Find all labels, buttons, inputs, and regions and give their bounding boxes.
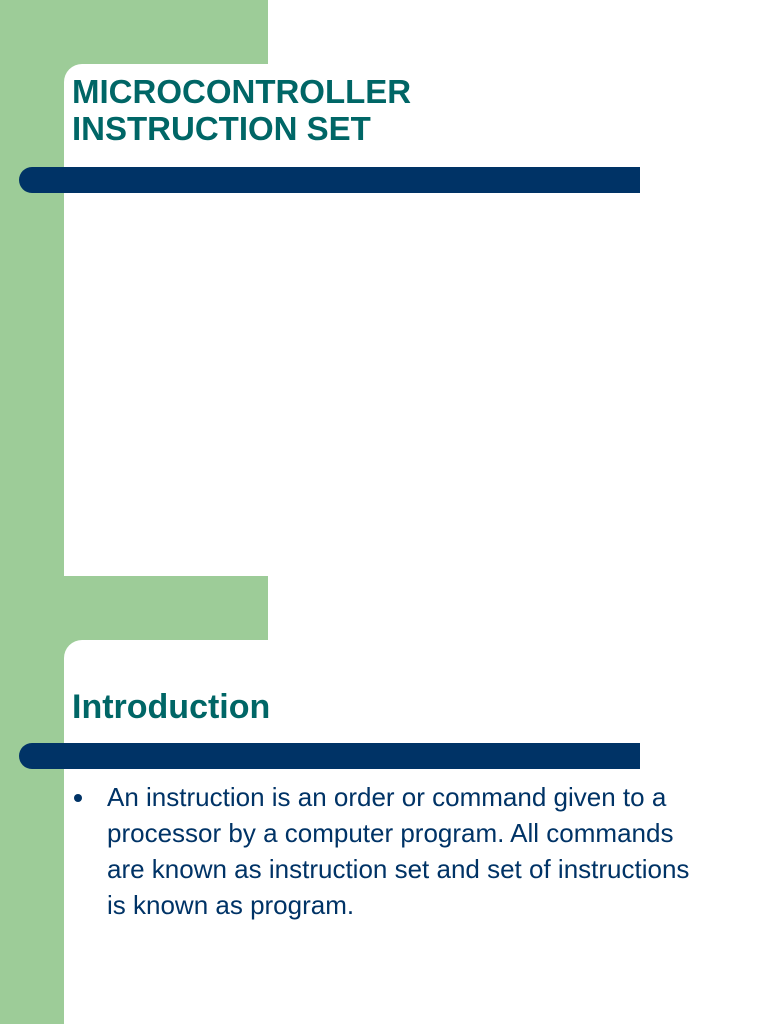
section-title: Introduction [72,688,271,726]
introduction-slide [0,576,768,1024]
bullet-icon [74,794,82,802]
bullet-item [70,779,710,923]
title-underline-bar [19,743,640,769]
bullet-list [70,779,710,923]
title-underline-bar [19,167,640,193]
slide-title: MICROCONTROLLER INSTRUCTION SET [72,73,412,147]
bullet-text: An instruction is an order or command given to a processor by a computer program. All commands are known as instruction set and set of instructions is known as program. [107,782,690,920]
